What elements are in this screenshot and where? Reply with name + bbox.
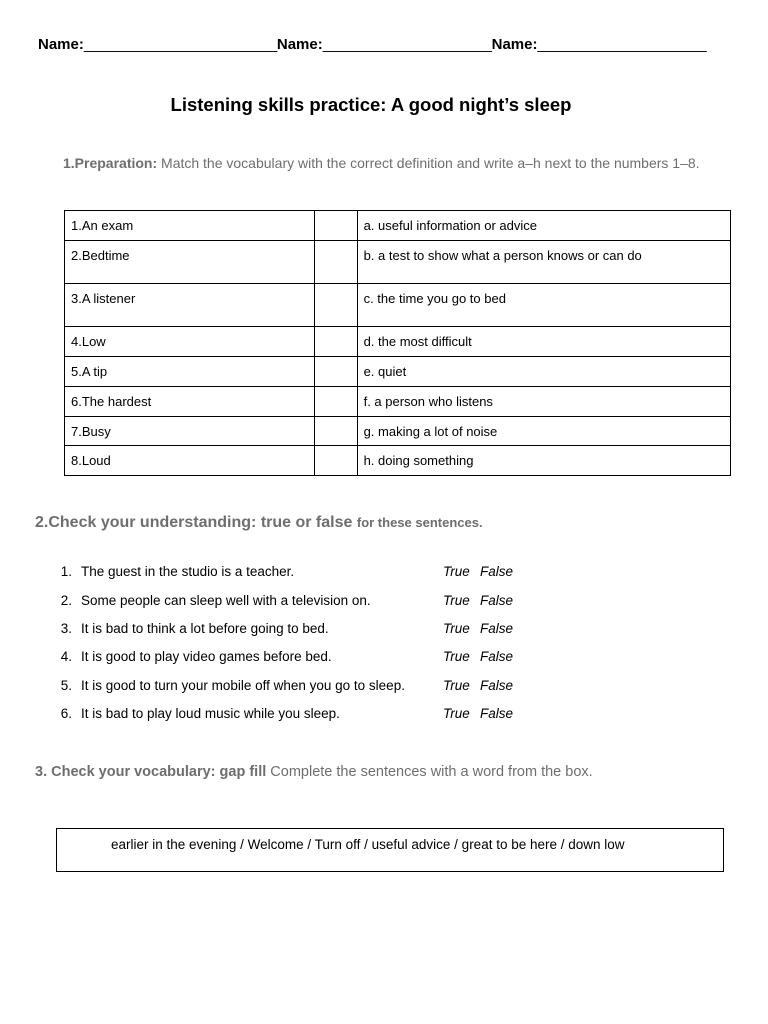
answer-cell[interactable]: [314, 417, 357, 446]
true-false-item: [58, 706, 578, 726]
true-false-item: [58, 564, 578, 584]
table-row: [65, 327, 731, 357]
table-row: [65, 211, 731, 241]
true-false-item: [58, 649, 578, 669]
table-row: [65, 357, 731, 387]
false-option[interactable]: False: [480, 621, 514, 636]
item-statement: It is good to play video games before bed.: [81, 649, 332, 664]
word-box-text: earlier in the evening / Welcome / Turn off / useful advice / great to be here / down low: [111, 837, 625, 852]
answer-cell[interactable]: [314, 446, 357, 476]
page-title: Listening skills practice: A good night’s sleep: [170, 94, 572, 115]
false-option[interactable]: False: [480, 649, 514, 664]
true-option[interactable]: True: [443, 706, 470, 721]
name-blank[interactable]: _____________________: [322, 36, 492, 53]
section3-heading: [35, 764, 593, 780]
section1-instructions: [63, 155, 700, 171]
word-box: [56, 828, 724, 872]
matching-table: [64, 210, 731, 476]
item-number: 5.: [60, 678, 72, 693]
true-option[interactable]: True: [443, 564, 470, 579]
definition: h. doing something: [357, 446, 730, 476]
vocab-word: 6.The hardest: [65, 387, 315, 417]
section3-instruction: Complete the sentences with a word from the box.: [270, 764, 593, 780]
vocab-word: 8.Loud: [65, 446, 315, 476]
item-statement: Some people can sleep well with a television on.: [81, 593, 371, 608]
definition: g. making a lot of noise: [357, 417, 730, 446]
item-number: 3.: [60, 621, 72, 636]
item-number: 1.: [60, 564, 72, 579]
answer-cell[interactable]: [314, 327, 357, 357]
definition: f. a person who listens: [357, 387, 730, 417]
item-number: 6.: [60, 706, 72, 721]
section1-heading: 1.Preparation:: [63, 155, 158, 171]
answer-cell[interactable]: [314, 211, 357, 241]
table-row: [65, 417, 731, 446]
true-false-item: [58, 621, 578, 641]
vocab-word: 4.Low: [65, 327, 315, 357]
vocab-word: 1.An exam: [65, 211, 315, 241]
name-fields: [38, 36, 706, 53]
vocab-word: 7.Busy: [65, 417, 315, 446]
true-option[interactable]: True: [443, 649, 470, 664]
definition: b. a test to show what a person knows or can do: [357, 241, 730, 284]
answer-cell[interactable]: [314, 241, 357, 284]
vocab-word: 3.A listener: [65, 284, 315, 327]
true-option[interactable]: True: [443, 678, 470, 693]
true-option[interactable]: True: [443, 593, 470, 608]
vocab-word: 5.A tip: [65, 357, 315, 387]
name-label: Name:: [38, 36, 84, 53]
true-option[interactable]: True: [443, 621, 470, 636]
definition: a. useful information or advice: [357, 211, 730, 241]
section1-instruction: Match the vocabulary with the correct definition and write a–h next to the numbers 1–8.: [161, 155, 700, 171]
true-false-item: [58, 593, 578, 613]
name-label: Name:: [276, 36, 323, 53]
item-statement: It is bad to play loud music while you sleep.: [81, 706, 340, 721]
table-row: [65, 387, 731, 417]
vocab-word: 2.Bedtime: [65, 241, 315, 284]
item-statement: The guest in the studio is a teacher.: [81, 564, 295, 579]
false-option[interactable]: False: [480, 564, 514, 579]
false-option[interactable]: False: [480, 593, 514, 608]
table-row: [65, 241, 731, 284]
definition: d. the most difficult: [357, 327, 730, 357]
definition: c. the time you go to bed: [357, 284, 730, 327]
name-label: Name:: [491, 36, 538, 53]
item-statement: It is good to turn your mobile off when you go to sleep.: [81, 678, 405, 693]
table-row: [65, 284, 731, 327]
answer-cell[interactable]: [314, 284, 357, 327]
table-row: [65, 446, 731, 476]
answer-cell[interactable]: [314, 357, 357, 387]
item-number: 2.: [60, 593, 72, 608]
item-statement: It is bad to think a lot before going to bed.: [81, 621, 329, 636]
section3-title: 3. Check your vocabulary: gap fill: [35, 764, 267, 780]
section2-title: 2.Check your understanding: true or false: [35, 514, 353, 531]
definition: e. quiet: [357, 357, 730, 387]
section2-title-suffix: for these sentences.: [356, 515, 483, 530]
true-false-item: [58, 678, 578, 698]
item-number: 4.: [60, 649, 72, 664]
false-option[interactable]: False: [480, 678, 514, 693]
name-blank[interactable]: _____________________: [537, 36, 707, 53]
name-blank[interactable]: ________________________: [83, 36, 277, 53]
section2-heading: [35, 514, 483, 532]
false-option[interactable]: False: [480, 706, 514, 721]
answer-cell[interactable]: [314, 387, 357, 417]
